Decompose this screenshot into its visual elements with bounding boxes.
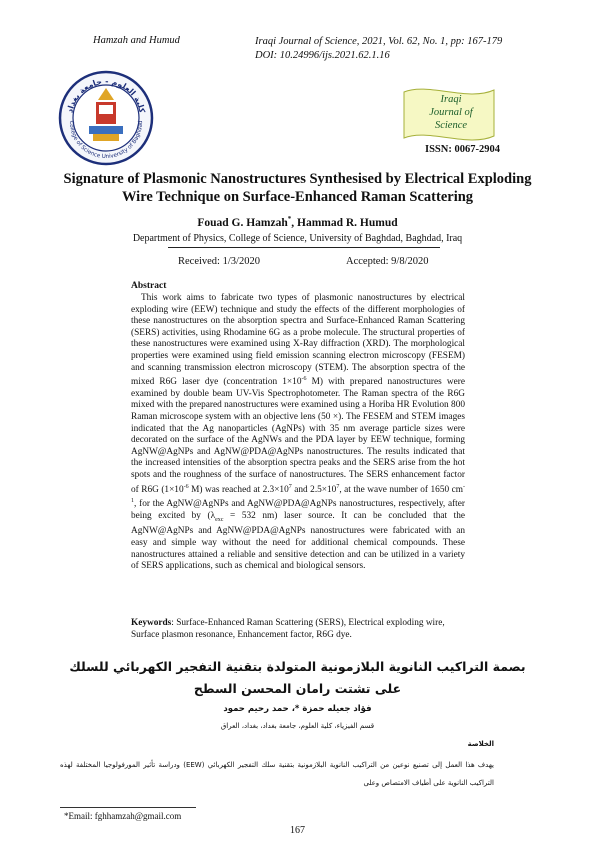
received-date: Received: 1/3/2020 <box>178 256 260 267</box>
issn: ISSN: 0067-2904 <box>425 144 500 155</box>
journal-logo <box>398 84 498 144</box>
abstract-part-5: , at the wave number of 1650 cm <box>339 484 463 495</box>
university-seal-logo <box>58 70 154 166</box>
doi: DOI: 10.24996/ijs.2021.62.1.16 <box>255 50 390 61</box>
journal-logo-line3: Science <box>434 120 468 131</box>
abstract-sup-4: 7 <box>336 483 340 490</box>
abstract-part-3: M) was reached at 2.3×10 <box>188 484 289 495</box>
abstract-sup-2: -6 <box>183 483 189 490</box>
footnote-divider <box>60 807 196 808</box>
journal-reference: Iraqi Journal of Science, 2021, Vol. 62, No. 1, pp: 167-179 <box>255 36 503 47</box>
corresponding-email: *Email: fghhamzah@gmail.com <box>64 811 182 821</box>
arabic-title: بصمة التراكيب النانوية البلازمونية المتولدة بتقنية التفجير الكهربائي للسلك على تشتت رامان المحسن السطح <box>69 659 526 696</box>
abstract-sup-1: -6 <box>301 376 307 383</box>
seal-arabic-text: كلية العلوم - جامعة بغداد <box>65 76 147 114</box>
abstract-body <box>131 293 465 573</box>
arabic-affiliation: قسم الفيزياء، كلية العلوم، جامعة بغداد، بغداد، العراق <box>220 722 375 730</box>
abstract-sup-3: 7 <box>288 483 292 490</box>
paper-title: Signature of Plasmonic Nanostructures Synthesised by Electrical Exploding Wire Technique on Surface-Enhanced Raman Scattering <box>63 171 532 205</box>
arabic-authors: فؤاد جعيله حمزة *، حمد رحيم حمود <box>223 704 372 714</box>
corresponding-mark: * <box>287 215 292 223</box>
journal-logo-line2: Journal of <box>429 107 473 118</box>
author-line <box>60 215 535 229</box>
keywords-label: Keywords <box>131 618 172 628</box>
abstract-part-6: , for the AgNW@AgNPs and AgNW@PDA@AgNPs nanostructures, respectively, after being excited by (λ <box>131 499 465 521</box>
journal-logo-line1: Iraqi <box>440 94 462 105</box>
running-header-authors: Hamzah and Humud <box>93 35 180 46</box>
arabic-abstract-heading: الخلاصة <box>467 740 494 748</box>
seal-english-text: College of Science University of Baghdad <box>67 120 145 161</box>
abstract-part-2: M) with prepared nanostructures were examined by double beam UV-Vis Spectrophotometer. The Raman spectra of the R6G mixed with the prepared nanostructures were examined using a Horiba HR Evolution 800 Raman microscope system with an objective lens (50 ×). The FESEM and STEM images indicated that the Ag nanoparticles (AgNPs) with 35 nm average particle sizes were decorated on the surface of the AgNWs and the PDA layer by EEW technique, forming AgNW@AgNPs and AgNW@PDA@AgNPs nanostructures. The results indicated that the increased intensities of the absorption spectra peaks and the SERS arise from the hot spots and the roughness of the surface of nanostructures. The SERS enhancement factor of R6G (1×10 <box>131 377 465 495</box>
abstract-part-7: = 532 nm) laser source. It can be concluded that the AgNW@AgNPs and AgNW@PDA@AgNPs nanostructures were fabricated with an easy and simple way without the need for additional chemical compounds. These nanostructures attained a reliable and sensitive detection and can be utilized in a variety of SERS applications, such as chemical and biological sensors. <box>131 510 465 572</box>
page-number: 167 <box>290 825 305 836</box>
arabic-abstract-body: يهدف هذا العمل إلى تصنيع نوعين من التراكيب النانوية البلازمونية بتقنية سلك التفجير الكهربائي (EEW) ودراسة تأثير المورفولوجيا المختلفة لهذه التراكيب النانوية على أطياف الامتصاص وعلى <box>60 761 494 787</box>
abstract-sub-6: exc <box>215 516 224 523</box>
abstract-sup-5: -1 <box>131 483 465 505</box>
author-separator: , <box>291 216 297 229</box>
accepted-date: Accepted: 9/8/2020 <box>346 256 429 267</box>
keywords-text: : Surface-Enhanced Raman Scattering (SERS), Electrical exploding wire, Surface plasmon resonance, Enhancement factor, R6G dye. <box>131 618 445 640</box>
divider <box>168 247 440 248</box>
affiliation: Department of Physics, College of Science, University of Baghdad, Baghdad, Iraq <box>132 233 463 244</box>
keywords <box>131 618 465 641</box>
abstract-part-4: and 2.5×10 <box>291 484 337 495</box>
author-2: Hammad R. Humud <box>297 216 398 229</box>
author-1: Fouad G. Hamzah <box>197 216 288 229</box>
abstract-heading: Abstract <box>131 281 167 291</box>
abstract-part-1: This work aims to fabricate two types of plasmonic nanostructures by electrical exploding wire (EEW) technique and study the effects of the different morphologies of these nanostructures on the absorption spectra and Surface-Enhanced Raman Scattering (SERS) activities, using Rhodamine 6G as a probe molecule. The structural properties of these nanostructures were examined using X-Ray diffraction (XRD). The morphological properties were examined using field emission scanning electron microscopy (FESEM) and scanning transmission electron microscopy (STEM). The absorption spectra of the mixed R6G laser dye (concentration 1×10 <box>131 293 465 388</box>
running-header-journal <box>255 35 515 63</box>
